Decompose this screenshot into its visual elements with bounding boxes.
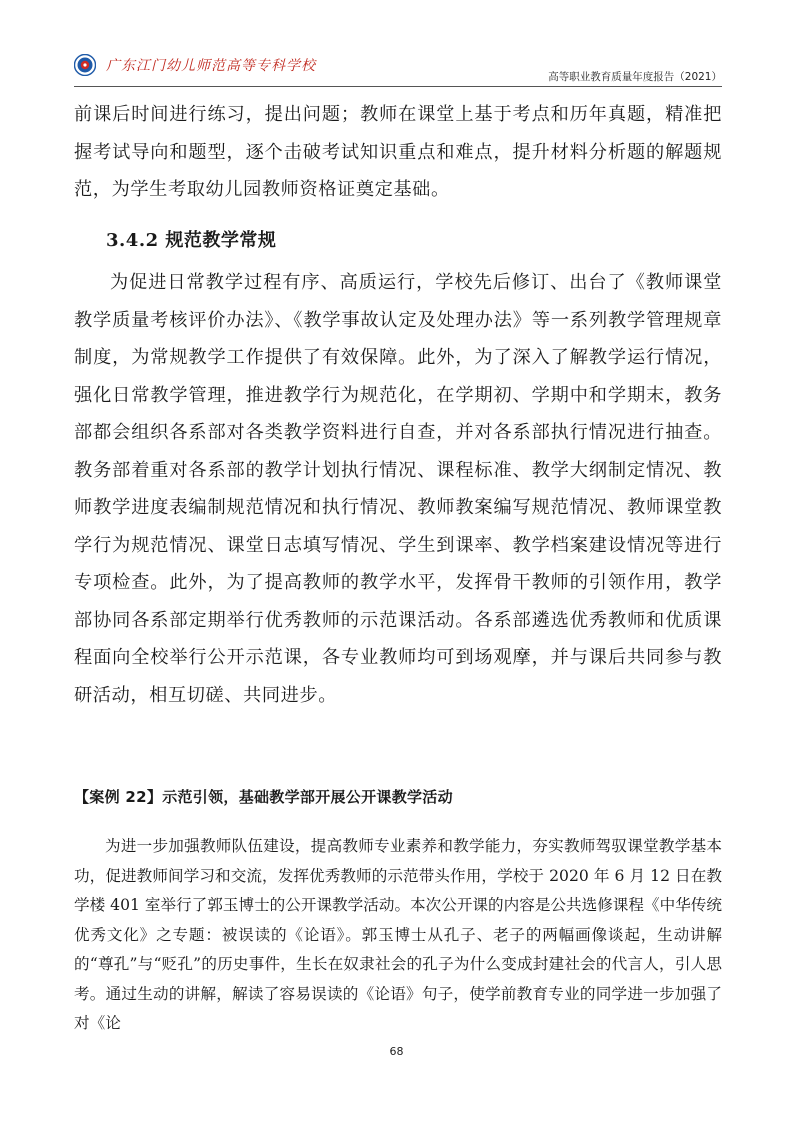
school-name: 广东江门幼儿师范高等专科学校	[106, 58, 316, 74]
paragraph-teaching-norms: 为促进日常教学过程有序、高质运行，学校先后修订、出台了《教师课堂教学质量考核评价办法》、《教学事故认定及处理办法》等一系列教学管理规章制度，为常规教学工作提供了有效保障。此外，为了深入了解教学运行情况，强化日常教学管理，推进教学行为规范化，在学期初、学期中和学期末，教务部都会组织各系部对各类教学资料进行自查，并对各系部执行情况进行抽查。教务部着重对各系部的教学计划执行情况、课程标准、教学大纲制定情况、教师教学进度表编制规范情况和执行情况、教师教案编写规范情况、教师课堂教学行为规范情况、课堂日志填写情况、学生到课率、教学档案建设情况等进行专项检查。此外，为了提高教师的教学水平，发挥骨干教师的引领作用，教学部协同各系部定期举行优秀教师的示范课活动。各系部遴选优秀教师和优质课程面向全校举行公开示范课，各专业教师均可到场观摩，并与课后共同参与教研活动，相互切磋、共同进步。	[74, 272, 722, 706]
page-header	[74, 52, 722, 86]
page-number: 68	[389, 1045, 404, 1058]
header-divider	[74, 86, 722, 87]
school-logo-icon	[74, 54, 96, 76]
paragraph-exam-practice: 前课后时间进行练习，提出问题；教师在课堂上基于考点和历年真题，精准把握考试导向和题型，逐个击破考试知识重点和难点，提升材料分析题的解题规范，为学生考取幼儿园教师资格证奠定基础。	[74, 104, 722, 200]
report-title: 高等职业教育质量年度报告（2021）	[548, 71, 722, 83]
case-22-text: 为进一步加强教师队伍建设，提高教师专业素养和教学能力，夯实教师驾驭课堂教学基本功，促进教师间学习和交流，发挥优秀教师的示范带头作用，学校于 2020 年 6 月 12 日在教学楼 401 室举行了郭玉博士的公开课教学活动。本次公开课的内容是公共选修课程《中华传统优秀文化》之专题：被误读的《论语》。郭玉博士从孔子、老子的两幅画像谈起，生动讲解的“尊孔”与“贬孔”的历史事件，生长在奴隶社会的孔子为什么变成封建社会的代言人，引人思考。通过生动的讲解，解读了容易误读的《论语》句子，使学前教育专业的同学进一步加强了对《论	[74, 837, 722, 1032]
case-22-title: 【案例 22】示范引领，基础教学部开展公开课教学活动	[74, 788, 453, 806]
section-heading-3-4-2: 3.4.2 规范教学常规	[106, 230, 277, 251]
